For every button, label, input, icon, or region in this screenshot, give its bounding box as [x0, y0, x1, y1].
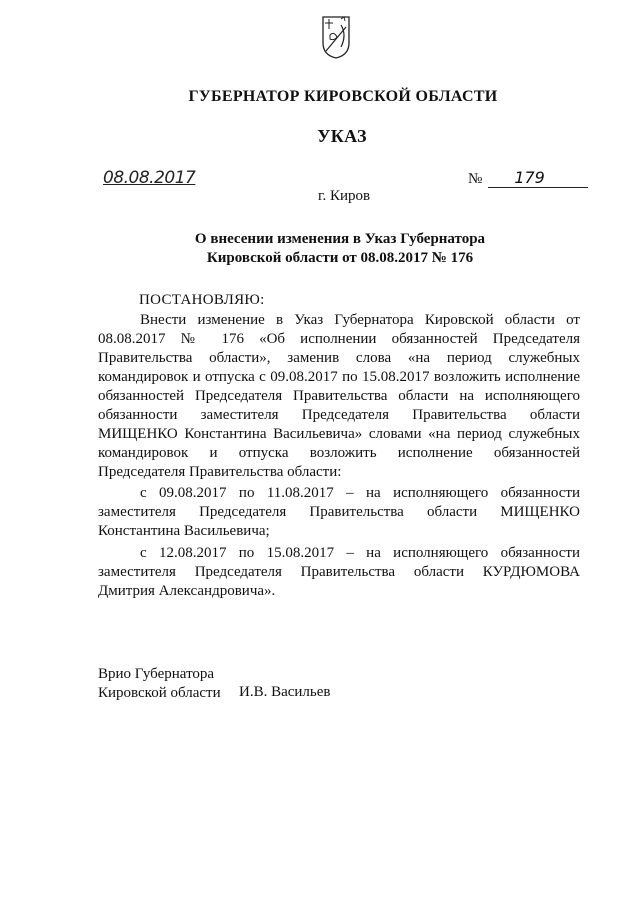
city-label: г. Киров	[318, 188, 371, 204]
body-paragraph-2	[98, 484, 580, 541]
document-number	[468, 168, 588, 188]
signatory-name: И.В. Васильев	[239, 684, 331, 700]
body-paragraph-3	[98, 544, 580, 601]
coat-of-arms-icon	[321, 15, 351, 59]
governor-heading: ГУБЕРНАТОР КИРОВСКОЙ ОБЛАСТИ	[188, 88, 498, 105]
signatory-position	[98, 665, 221, 703]
document-title-line-1: О внесении изменения в Указ Губернатора	[194, 231, 486, 247]
signatory-position-line-2: Кировской области	[98, 685, 221, 701]
decree-word: ПОСТАНОВЛЯЮ:	[139, 292, 265, 308]
body-paragraph-1	[98, 311, 580, 482]
handwritten-date: 08.08.2017	[103, 168, 196, 188]
paragraph-text: с 12.08.2017 по 15.08.2017 – на исполняющего обязанности заместителя Председателя Правительства области КУРДЮМОВА Дмитрия Александровича».	[98, 545, 580, 599]
document-type-heading: УКАЗ	[317, 126, 367, 146]
signatory-position-line-1: Врио Губернатора	[98, 666, 215, 682]
document-title-line-2: Кировской области от 08.08.2017 № 176	[206, 250, 474, 266]
number-sign: №	[468, 171, 483, 187]
paragraph-text: Внести изменение в Указ Губернатора Кировской области от 08.08.2017 № 176 «Об исполнении обязанностей Председателя Правительства области», заменив слова «на период служебных командировок и отпуска с 09.08.2017 по 15.08.2017 возложить исполнение обязанностей Председателя Правительства области на исполняющего обязанности заместителя Председателя Правительства области МИЩЕНКО Константина Васильевича» словами «на период служебных командировок и отпуска возложить исполнение обязанностей Председателя Правительства области:	[98, 312, 580, 480]
handwritten-number: 179	[488, 168, 588, 188]
paragraph-text: с 09.08.2017 по 11.08.2017 – на исполняющего обязанности заместителя Председателя Правительства области МИЩЕНКО Константина Васильевича;	[98, 485, 580, 539]
